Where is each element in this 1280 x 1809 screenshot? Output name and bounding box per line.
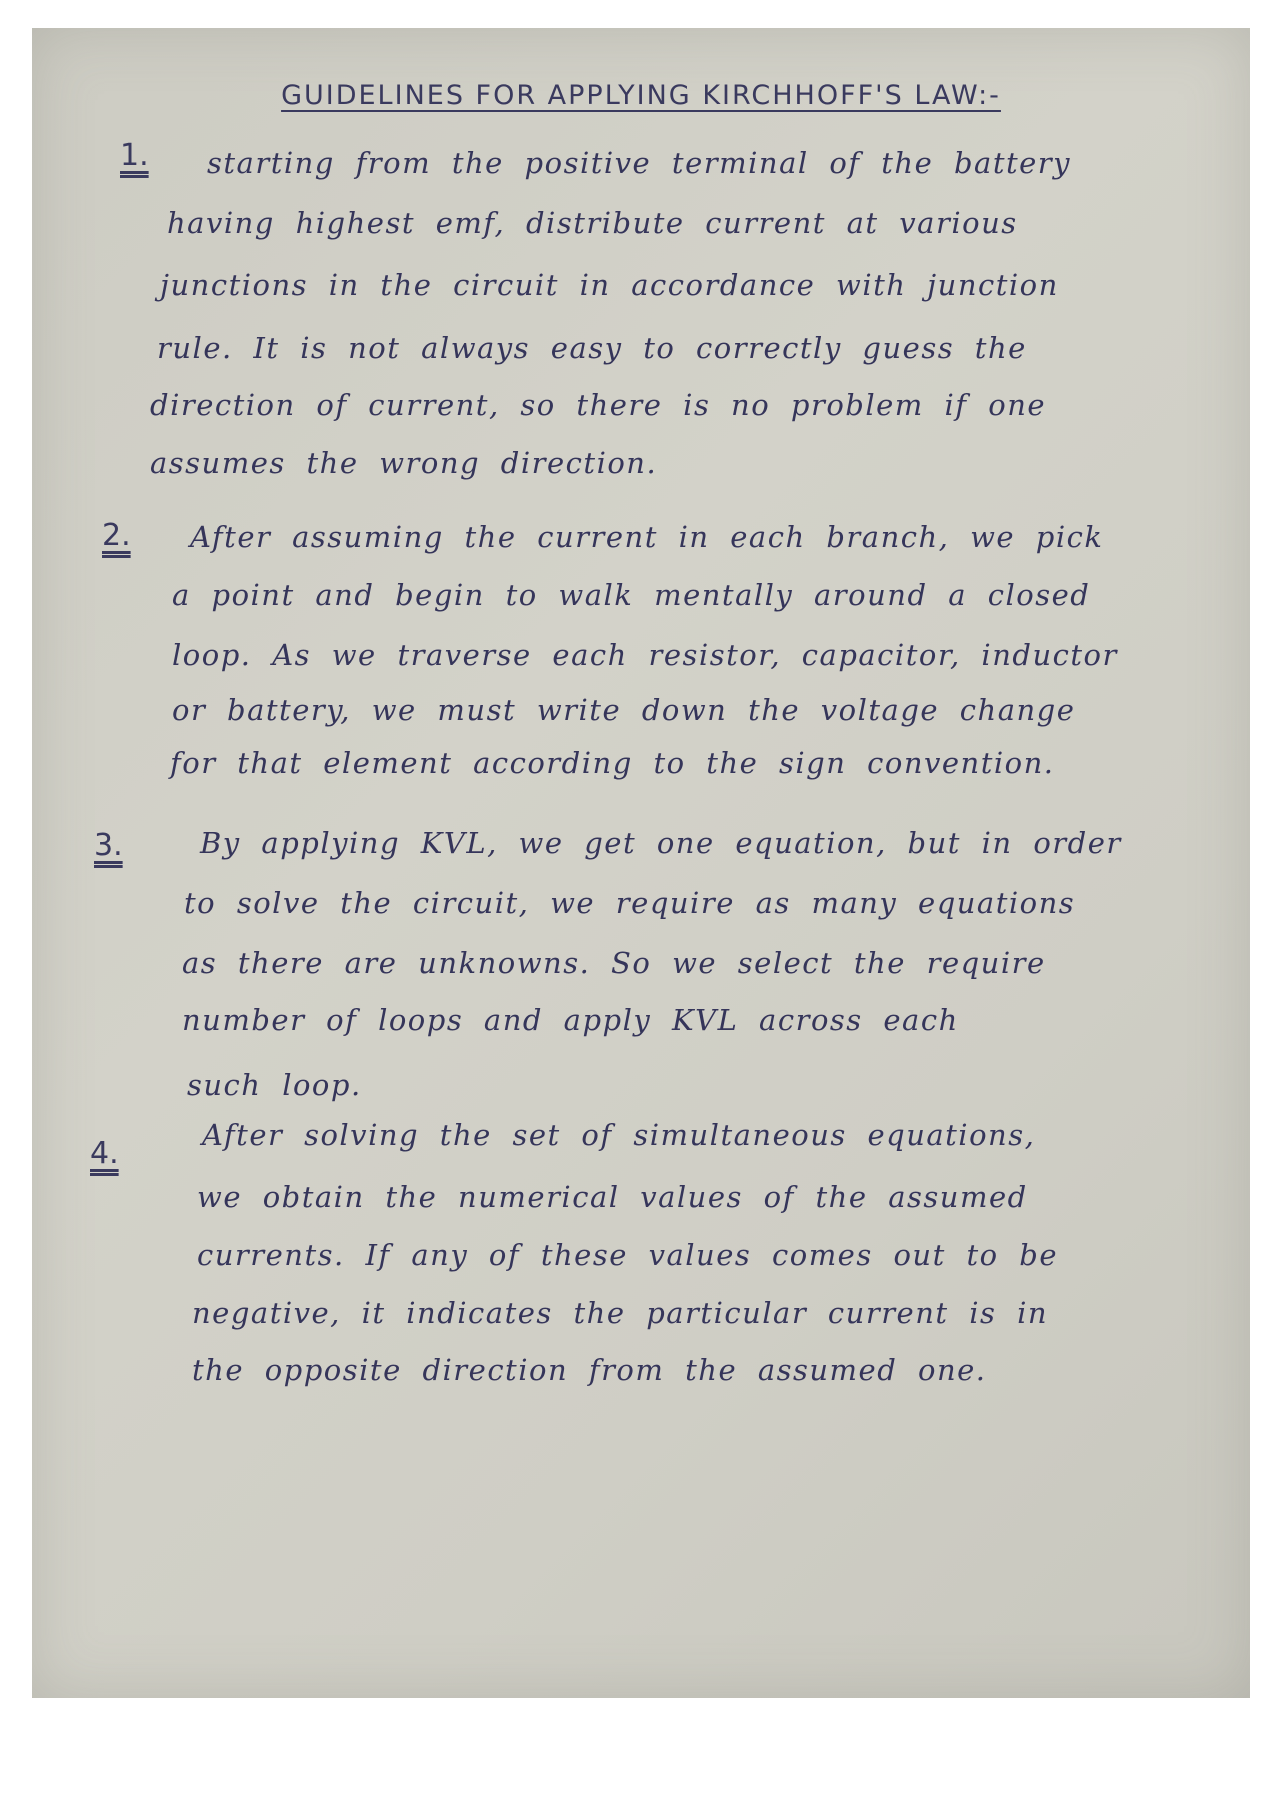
- item-line: After solving the set of simultaneous equations,: [202, 1118, 1036, 1152]
- item-line: rule. It is not always easy to correctly guess the: [157, 331, 1027, 365]
- notebook-page: [32, 28, 1250, 1698]
- item-line: currents. If any of these values comes out to be: [197, 1238, 1059, 1272]
- item-line: having highest emf, distribute current at various: [167, 206, 1018, 240]
- item-line: the opposite direction from the assumed one.: [192, 1353, 987, 1387]
- item-number: 2.: [102, 518, 131, 553]
- page-title-text: GUIDELINES FOR APPLYING KIRCHHOFF'S LAW:-: [281, 80, 1001, 111]
- item-line: By applying KVL, we get one equation, but in order: [200, 826, 1122, 860]
- page-title: [32, 80, 1250, 111]
- item-line: loop. As we traverse each resistor, capacitor, inductor: [172, 638, 1118, 672]
- item-line: such loop.: [187, 1068, 362, 1102]
- item-number: 3.: [94, 828, 123, 863]
- item-line: After assuming the current in each branch, we pick: [190, 520, 1104, 554]
- item-line: negative, it indicates the particular current is in: [192, 1296, 1049, 1330]
- item-line: as there are unknowns. So we select the require: [182, 946, 1046, 980]
- item-line: for that element according to the sign convention.: [170, 746, 1055, 780]
- item-line: starting from the positive terminal of the battery: [207, 146, 1072, 180]
- item-number: 1.: [120, 138, 149, 173]
- item-line: number of loops and apply KVL across each: [182, 1003, 959, 1037]
- item-line: we obtain the numerical values of the assumed: [197, 1180, 1028, 1214]
- item-line: direction of current, so there is no problem if one: [150, 388, 1047, 422]
- item-line: or battery, we must write down the voltage change: [172, 693, 1076, 727]
- item-line: a point and begin to walk mentally around a closed: [172, 578, 1091, 612]
- item-number: 4.: [90, 1136, 119, 1171]
- item-line: to solve the circuit, we require as many equations: [184, 886, 1076, 920]
- item-line: assumes the wrong direction.: [150, 446, 658, 480]
- item-line: junctions in the circuit in accordance with junction: [160, 268, 1059, 302]
